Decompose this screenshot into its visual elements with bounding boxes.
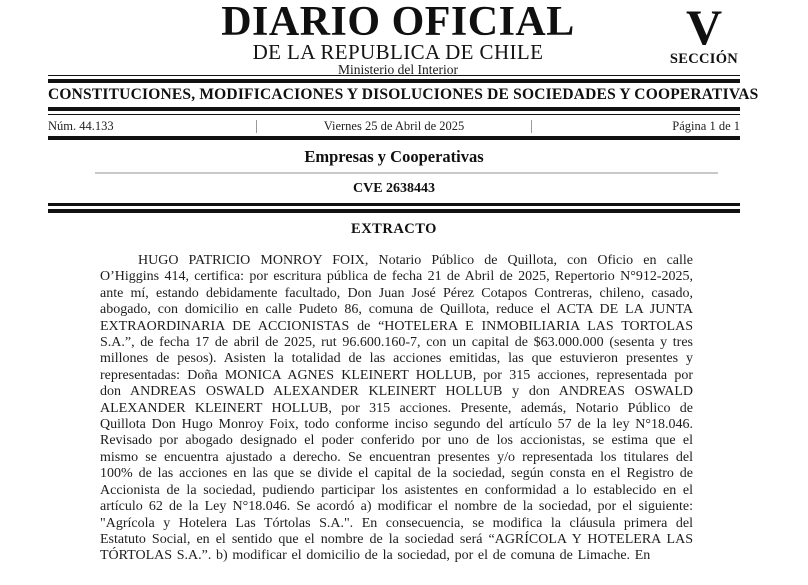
section-number: V — [685, 0, 723, 55]
cve-number: CVE 2638443 — [352, 181, 436, 196]
page-indicator: Página 1 de 1 — [672, 118, 740, 133]
extract-rule — [48, 203, 740, 213]
section-badge — [668, 0, 740, 68]
issue-number: Núm. 44.133 — [48, 118, 114, 133]
meta-rule — [48, 136, 740, 140]
banner-title: CONSTITUCIONES, MODIFICACIONES Y DISOLUCIONES DE SOCIEDADES Y COOPERATIVAS — [48, 86, 759, 103]
issue-date: Viernes 25 de Abril de 2025 — [323, 118, 465, 133]
meta-row — [48, 118, 740, 134]
banner-rule-top — [48, 75, 740, 83]
banner-rule-bottom — [48, 107, 740, 115]
category-title: Empresas y Cooperativas — [304, 147, 484, 166]
masthead — [48, 0, 748, 76]
extract-paragraph: HUGO PATRICIO MONROY FOIX, Notario Público de Quillota, con Oficio en calle O’Higgins 414, certifica: por escritura pública de fecha 21 de Abril de 2025, Repertorio N°912-2025, ante mí, estando debidamente facultado, Don Juan José Pérez Cotapos Contreras, chileno, casado, abogado, con domicilio en calle Pudeto 86, comuna de Quillota, reduce el ACTA DE LA JUNTA EXTRAORDINARIA DE ACCIONISTAS de “HOTELERA E INMOBILIARIA LAS TORTOLAS S.A.”, de fecha 17 de abril de 2025, rut 96.600.160-7, con un capital de $63.000.000 (sesenta y tres millones de pesos). Asisten la totalidad de las acciones emitidas, las que estuvieron presentes y representadas: Doña MONICA AGNES KLEINERT HOLLUB, por 315 acciones, representada por don ANDREAS OSWALD ALEXANDER KLEINERT HOLLUB y don ANDREAS OSWALD ALEXANDER KLEINERT HOLLUB, por 315 acciones. Presente, además, Notario Público de Quillota Don Hugo Monroy Foix, todo conforme inciso segundo del artículo 57 de la ley N°18.046. Revisado por abogado designado el poder conferido por uno de los accionistas, se estima que el mismo se encuentra ajustado a derecho. Se encuentran presentes y/o representada los titulares del 100% de las acciones en las que se divide el capital de la sociedad, según consta en el Registro de Accionista de la sociedad, pudiendo participar los asistentes en conformidad a lo establecido en el artículo 62 de la Ley N°18.046. Se acordó a) modificar el nombre de la sociedad, por el siguiente: "Agrícola y Hotelera Las Tórtolas S.A.". En consecuencia, se modifica la cláusula primera del Estatuto Social, en el sentido que el nombre de la sociedad será “AGRÍCOLA Y HOTELERA LAS TÓRTOLAS S.A.”. b) modificar el domicilio de la sociedad, por el de comuna de Limache. En — [100, 253, 693, 564]
ministry-label: Ministerio del Interior — [338, 62, 458, 77]
masthead-title: DIARIO OFICIAL — [221, 0, 575, 45]
doc-type-title: EXTRACTO — [351, 221, 437, 237]
category-underline — [95, 172, 718, 174]
section-label: SECCIÓN — [669, 51, 739, 67]
masthead-subtitle: DE LA REPUBLICA DE CHILE — [252, 40, 544, 64]
